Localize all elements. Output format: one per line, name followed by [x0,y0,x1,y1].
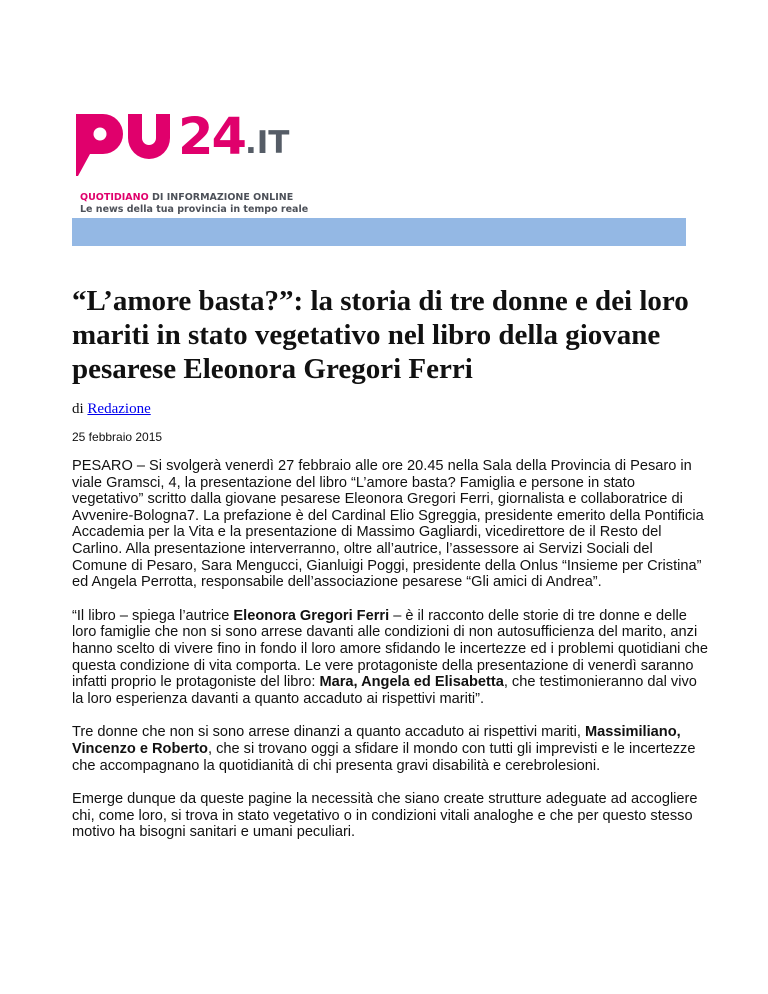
pu-logo-mark [72,108,178,178]
tagline [80,192,308,216]
article-title: “L’amore basta?”: la storia di tre donne e dei loro mariti in stato vegetativo nel libro della giovane pesarese Eleonora Gregori Ferri [72,285,689,385]
husbands-bold: Massimiliano, Vincenzo e Roberto [72,724,681,757]
publish-date: 25 febbraio 2015 [72,430,163,444]
paragraph-4: Emerge dunque da queste pagine la necessità che siano create strutture adeguate ad accogliere chi, come loro, si trova in stato vegetativo o in condizioni vitali analoghe e che per questo stesso motivo ha bisogni sanitari e umani peculiari. [72,791,698,841]
paragraph-2: “Il libro – spiega l’autrice Eleonora Gregori Ferri – è il racconto delle storie di tre donne e delle loro famiglie che non si sono arrese davanti alle condizioni di non autosufficienza del marito, anzi hanno scelto di vivere fino in fondo il loro amore sfidando le incertezze ed i problemi quotidiani che questa condizione di vita comporta. Le vere protagoniste della presentazione di venerdì saranno infatti proprio le protagoniste del libro: Mara, Angela ed Elisabetta, che testimonieranno dal vivo la loro esperienza davanti a quanto accaduto ai rispettivi mariti”. [72,607,709,707]
header-band [72,218,686,246]
paragraph-3: Tre donne che non si sono arrese dinanzi a quanto accaduto ai rispettivi mariti, Massimiliano, Vincenzo e Roberto, che si trovano oggi a sfidare il mondo con tutti gli imprevisti e le incertezze che accompagnano la quotidianità di chi presenta gravi disabilità e cerebrolesioni. [72,724,696,774]
article-body [72,458,708,858]
subtagline: Le news della tua provincia in tempo reale [80,204,309,215]
byline-prefix: di [72,401,88,417]
byline [72,400,151,418]
author-name-bold: Eleonora Gregori Ferri [233,607,390,624]
protagonists-bold: Mara, Angela ed Elisabetta [319,674,504,691]
tagline-line [80,192,308,204]
author-link[interactable]: Redazione [87,401,151,417]
logo-domain: .IT [245,125,290,161]
tagline-rest: DI INFORMAZIONE ONLINE [148,192,294,203]
tagline-accent: QUOTIDIANO [80,192,149,203]
masthead [72,108,686,246]
logo-number: 24 [178,108,245,167]
paragraph-1: PESARO – Si svolgerà venerdì 27 febbraio alle ore 20.45 nella Sala della Provincia di Pesaro in viale Gramsci, 4, la presentazione del libro “L’amore basta? Famiglia e persone in stato vegetativo” scritto dalla giovane pesarese Eleonora Gregori Ferri, giornalista e collaboratrice di Avvenire-Bologna7. La prefazione è del Cardinal Elio Sgreggia, presidente emerito della Pontificia Accademia per la Vita e la presentazione di Massimo Gagliardi, vicedirettore de il Resto del Carlino. Alla presentazione interverranno, oltre all’autrice, l’assessore ai Servizi Sociali del Comune di Pesaro, Sara Mengucci, Gianluigi Poggi, presidente della Onlus “Insieme per Cristina” ed Angela Perrotta, responsabile dell’associazione pesarese “Gli amici di Andrea”. [72,458,704,591]
